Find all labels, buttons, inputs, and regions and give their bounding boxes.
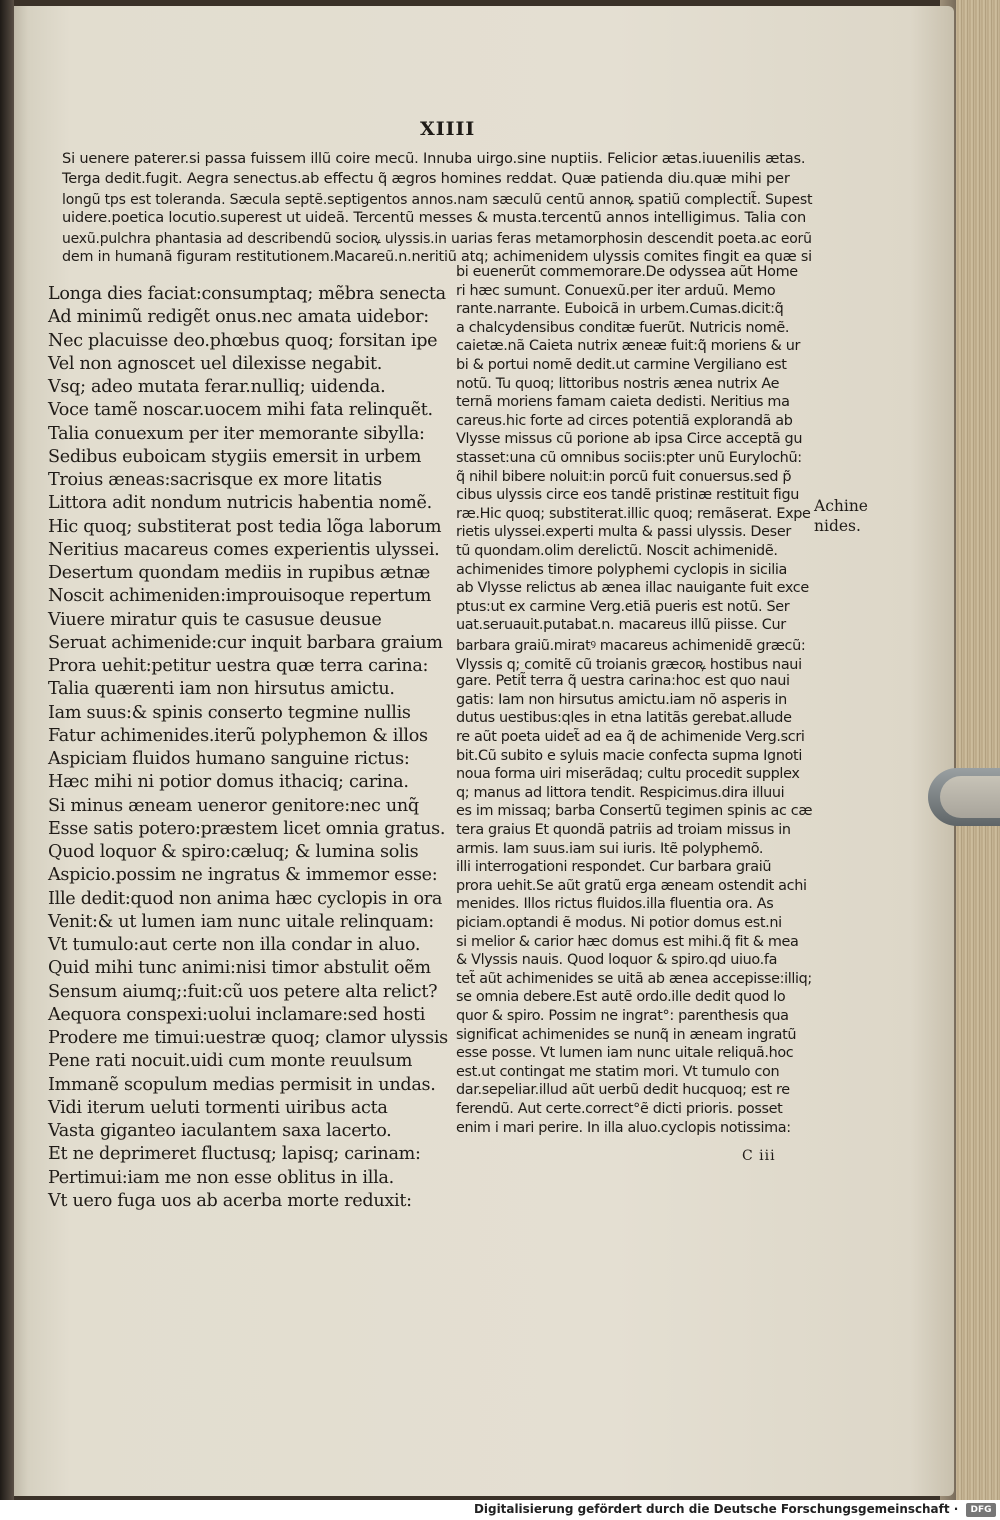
verse-line: Viuere miratur quis te casusue deusue — [48, 609, 382, 630]
commentary-line: bi euenerũt commemorare.De odyssea aũt Home — [456, 264, 798, 280]
commentary-line: tũ quondam.olim derelictũ. Noscit achimenidẽ. — [456, 543, 778, 559]
commentary-line: tet̃ aũt achimenides se uitã ab ænea accepisse:illiq; — [456, 970, 812, 987]
verse-line: Troius æneas:sacrisque ex more litatis — [48, 470, 382, 490]
commentary-line: si melior & carior hæc domus est mihi.q̃ fit & mea — [456, 933, 799, 950]
commentary-line: Terga dedit.fugit. Aegra senectus.ab effectu q̃ ægros homines reddat. Quæ patienda diu.quæ mihi per — [62, 169, 790, 187]
commentary-line: esse posse. Vt lumen iam nunc uitale reliquã.hoc — [456, 1045, 794, 1062]
commentary-line: quor & spiro. Possim ne ingrat°: parenthesis qua — [456, 1008, 789, 1024]
verse-line: Hic quoq; substiterat post tedia lõga laborum — [48, 516, 442, 537]
commentary-line: ab Vlysse relictus ab ænea illac nauigante fuit exce — [456, 580, 809, 597]
folio-number: XIIII — [420, 118, 476, 140]
verse-line: Talia quærenti iam non hirsutus amictu. — [48, 679, 395, 700]
verse-line: Neritius macareus comes experientis ulyssei. — [48, 539, 440, 560]
verse-line: Pertimui:iam me non esse oblitus in illa. — [48, 1167, 394, 1188]
commentary-line: & Vlyssis nauis. Quod loquor & spiro.qd uiuo.fa — [456, 952, 778, 969]
commentary-line: bit.Cũ subito e syluis macie confecta supma Ignoti — [456, 747, 802, 764]
commentary-line: q; manus ad littora tendit. Respicimus.dira illuui — [456, 784, 785, 801]
commentary-line: se omnia debere.Est autẽ ordo.ille dedit quod lo — [456, 989, 786, 1006]
commentary-line: Si uenere paterer.si passa fuissem illũ coire mecũ. Innuba uirgo.sine nuptiis. Felicior ætas.iuuenilis ætas. — [62, 150, 806, 167]
verse-line: Ille dedit:quod non anima hæc cyclopis in ora — [48, 888, 443, 909]
commentary-line: illi interrogationi respondet. Cur barbara graiũ — [456, 859, 772, 876]
commentary-line: dem in humanã figuram restitutionem.Macareũ.n.neritiũ atq; achimenidem ulyssis comites fingit ea quæ si — [62, 248, 812, 265]
commentary-line: stasset:una cũ omnibus sociis:pter unũ Eurylochũ: — [456, 450, 802, 466]
commentary-line: achimenides timore polyphemi cyclopis in sicilia — [456, 561, 788, 578]
verse-line: Ad minimũ redigẽt onus.nec amata uidebor: — [48, 307, 429, 328]
commentary-line: rante.narrante. Euboicã in urbem.Cumas.dicit:q̃ — [456, 301, 784, 318]
commentary-line: re aũt poeta uidet̃ ad ea q̃ de achimenide Verg.scri — [456, 729, 805, 745]
signature-mark: C iii — [742, 1148, 776, 1164]
commentary-line: significat achimenides se nunq̃ in æneam ingratũ — [456, 1026, 797, 1043]
verse-line: Nec placuisse deo.phœbus quoq; forsitan ipe — [48, 330, 438, 351]
page-clip-inner — [940, 776, 1000, 818]
commentary-line: barbara graiũ.miratꝰ macareus achimenidẽ græcũ: — [456, 638, 806, 654]
verse-line: Vt uero fuga uos ab acerba morte reduxit: — [48, 1190, 412, 1211]
commentary-line: ferendũ. Aut certe.correct°ẽ dicti prioris. posset — [456, 1101, 783, 1117]
commentary-line: q̃ nihil bibere noluit:in porcũ fuit conuersus.sed p̃ — [456, 468, 792, 485]
verse-line: Aspicio.possim ne ingratus & immemor esse: — [48, 865, 438, 886]
commentary-line: ræ.Hic quoq; substiterat.illic quoq; remãserat. Expe — [456, 505, 811, 522]
verse-line: Sensum aiumq;:fuit:cũ uos petere alta relict? — [48, 981, 438, 1002]
commentary-line: menides. Illos rictus fluidos.illa fluentia ora. As — [456, 896, 774, 913]
commentary-line: piciam.optandi ẽ modus. Ni potior domus est.ni — [456, 915, 782, 931]
verse-line: Vasta giganteo iaculantem saxa lacerto. — [48, 1121, 392, 1141]
commentary-line: rietis ulyssei.experti multa & passi ulyssis. Deser — [456, 524, 791, 541]
verse-line: Vt tumulo:aut certe non illa condar in aluo. — [48, 935, 421, 955]
verse-line: Fatur achimenides.iterũ polyphemon & illos — [48, 725, 428, 746]
verse-line: Littora adit nondum nutricis habentia nomẽ. — [48, 493, 432, 514]
commentary-line: bi & portui nomẽ dedit.ut carmine Vergiliano est — [456, 357, 787, 373]
commentary-line: uidere.poetica locutio.superest ut uideã. Tercentũ messes & musta.tercentũ annos intelligimus. Talia con — [62, 208, 807, 226]
verse-line: Vsq; adeo mutata ferar.nulliq; uidenda. — [48, 377, 386, 397]
commentary-line: Vlysse missus cũ porione ab ipsa Circe acceptã gu — [456, 431, 803, 448]
verse-line: Prodere me timui:uestræ quoq; clamor ulyssis — [48, 1028, 448, 1048]
footer-bar — [0, 1500, 1000, 1520]
commentary-line: Vlyssis q; comitẽ cũ troianis græcoꝶ hostibus naui — [456, 656, 802, 673]
commentary-line: ri hæc sumunt. Conuexũ.per iter arduũ. Memo — [456, 282, 776, 299]
commentary-line: armis. Iam suus.iam sui iuris. Itẽ polyphemõ. — [456, 840, 764, 857]
commentary-line: dutus uestibus:qles in etna latitãs gerebat.allude — [456, 710, 792, 727]
verse-line: Sedibus euboicam stygiis emersit in urbem — [48, 446, 422, 467]
verse-line: Seruat achimenide:cur inquit barbara graium — [48, 632, 443, 653]
binding-gutter — [0, 0, 14, 1500]
commentary-line: dar.sepeliar.illud aũt uerbũ dedit hucquoq; est re — [456, 1082, 790, 1099]
verse-line: Quod loquor & spiro:cæluq; & lumina solis — [48, 842, 419, 862]
commentary-line: uexũ.pulchra phantasia ad describendũ socioꝶ ulyssis.in uarias feras metamorphosin descendit poeta.ac eorũ — [62, 230, 812, 248]
commentary-line: es im missaq; barba Consertũ tegimen spinis ac cæ — [456, 803, 813, 820]
verse-line: Longa dies faciat:consumptaq; mẽbra senecta — [48, 284, 446, 304]
commentary-line: uat.seruauit.putabat.n. macareus illũ piisse. Cur — [456, 617, 786, 634]
margin-note-line: Achine — [814, 497, 868, 515]
verse-line: Talia conuexum per iter memorante sibylla: — [48, 423, 425, 444]
commentary-line: noua forma uiri miserãdaq; cultu procedit supplex — [456, 766, 800, 783]
verse-line: Immanẽ scopulum medias permisit in undas. — [48, 1074, 436, 1095]
commentary-line: a chalcydensibus conditæ fuerũt. Nutricis nomẽ. — [456, 319, 790, 336]
verse-line: Iam suus:& spinis conserto tegmine nullis — [48, 702, 411, 723]
verse-line: Prora uehit:petitur uestra quæ terra carina: — [48, 656, 429, 676]
verse-line: Esse satis potero:præstem licet omnia gratus. — [48, 818, 446, 839]
verse-line: Vidi iterum ueluti tormenti uiribus acta — [48, 1097, 388, 1118]
fore-edge-pages — [956, 0, 1000, 1500]
commentary-line: caietæ.nã Caieta nutrix æneæ fuit:q̃ moriens & ur — [456, 338, 801, 355]
commentary-line: gatis: Iam non hirsutus amictu.iam nõ asperis in — [456, 691, 787, 708]
verse-line: Pene rati nocuit.uidi cum monte reuulsum — [48, 1051, 413, 1072]
commentary-line: tera graius Et quondã patriis ad troiam missus in — [456, 822, 791, 838]
margin-note-line: nides. — [814, 517, 861, 535]
commentary-line: enim i mari perire. In illa aluo.cyclopis notissima: — [456, 1119, 791, 1136]
commentary-line: gare. Petit̃ terra q̃ uestra carina:hoc est quo naui — [456, 673, 790, 690]
commentary-line: careus.hic forte ad circes potentiã explorandã ab — [456, 412, 793, 429]
dfg-logo: DFG — [966, 1503, 996, 1517]
verse-line: Voce tamẽ noscar.uocem mihi fata relinquẽt. — [48, 400, 433, 421]
commentary-line: cibus ulyssis circe eos tandẽ pristinæ restituit figu — [456, 487, 800, 504]
verse-line: Et ne deprimeret fluctusq; lapisq; carinam: — [48, 1144, 421, 1165]
commentary-line: est.ut contingat me statim mori. Vt tumulo con — [456, 1063, 780, 1080]
commentary-line: prora uehit.Se aũt gratũ erga æneam ostendit achi — [456, 877, 807, 894]
verse-line: Si minus æneam ueneror genitore:nec unq̃ — [48, 795, 419, 816]
verse-line: Hæc mihi ni potior domus ithaciq; carina. — [48, 772, 409, 793]
commentary-line: notũ. Tu quoq; littoribus nostris ænea nutrix Ae — [456, 375, 780, 392]
commentary-line: ternã moriens famam caieta dedisti. Neritius ma — [456, 394, 790, 411]
verse-line: Aspiciam fluidos humano sanguine rictus: — [48, 749, 410, 769]
verse-line: Aequora conspexi:uolui inclamare:sed hosti — [48, 1004, 426, 1025]
verse-line: Noscit achimeniden:improuisoque repertum — [48, 586, 432, 607]
verse-line: Desertum quondam mediis in rupibus ætnæ — [48, 563, 430, 583]
verse-line: Venit:& ut lumen iam nunc uitale relinquam: — [48, 911, 434, 932]
verse-line: Quid mihi tunc animi:nisi timor abstulit oẽm — [48, 958, 431, 979]
commentary-line: longũ tps est toleranda. Sæcula septẽ.septigentos annos.nam sæculũ centũ annoꝶ spatiũ complectit̃. Supest — [62, 191, 813, 209]
verse-line: Vel non agnoscet uel dilexisse negabit. — [48, 353, 383, 374]
funding-notice: Digitalisierung gefördert durch die Deutsche Forschungsgemeinschaft · — [473, 1502, 959, 1516]
commentary-line: ptus:ut ex carmine Verg.etiã pueris est notũ. Ser — [456, 598, 790, 615]
